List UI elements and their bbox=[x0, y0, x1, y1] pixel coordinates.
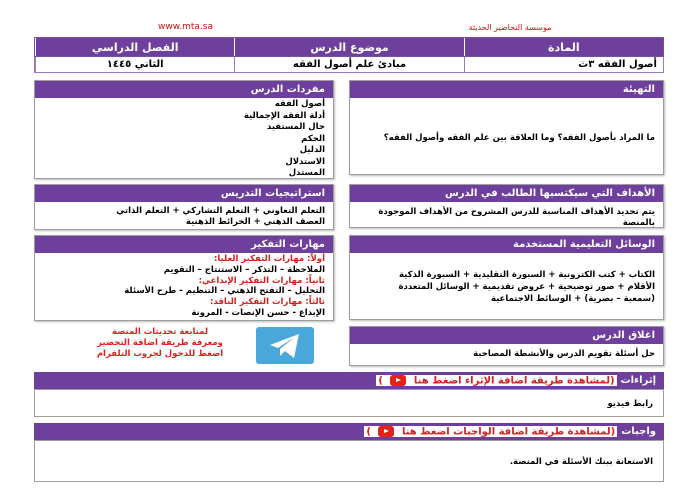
strategies-line: العصف الذهني + الخرائط الذهنية bbox=[185, 217, 325, 227]
strategies-box bbox=[34, 184, 334, 230]
enrichment-link-end: ) bbox=[378, 375, 383, 387]
aids-content bbox=[350, 253, 663, 308]
objectives-box bbox=[349, 184, 664, 228]
topic-header: موضوع الدرس bbox=[234, 38, 463, 56]
header-values bbox=[34, 57, 664, 73]
homework-text: الاستعانة ببنك الأسئلة في المنصة. bbox=[509, 457, 653, 467]
youtube-icon bbox=[378, 426, 394, 437]
telegram-line: ومعرفة طريقة اضافة التحضير bbox=[97, 338, 223, 348]
subject-header: المادة bbox=[464, 38, 663, 56]
thinking-line: الملاحظة – التذكر – الاستنتاج – التقويم bbox=[163, 264, 325, 275]
aids-box bbox=[349, 235, 664, 320]
strategies-line: التعلم التعاوني + التعلم التشاركي + التعلم الذاتي bbox=[116, 206, 325, 216]
vocab-item: أدلة الفقه الإجمالية bbox=[243, 110, 325, 121]
objectives-text: يتم تحديد الأهداف المناسبة للدرس المشروح من الأهداف الموجودة بالمنصة bbox=[378, 207, 655, 228]
aids-title: الوسائل التعليمية المستخدمة bbox=[350, 236, 663, 253]
vocab-item: المستدل bbox=[288, 168, 325, 178]
enrichment-title: إثراءات bbox=[620, 375, 656, 386]
vocab-title: مفردات الدرس bbox=[35, 81, 333, 98]
vocab-item: الدليل bbox=[299, 145, 325, 155]
homework-body bbox=[34, 440, 664, 482]
enrichment-link[interactable] bbox=[376, 375, 616, 387]
telegram-button[interactable] bbox=[256, 327, 314, 364]
homework-title: واجبات bbox=[621, 426, 656, 437]
topic-value: مبادئ علم أصول الفقه bbox=[234, 57, 463, 72]
telegram-line: لمتابعة تحديثات المنصة bbox=[111, 327, 209, 337]
vocab-item: حال المستفيد bbox=[266, 122, 325, 132]
strategies-title: استراتيجيات التدريس bbox=[35, 185, 333, 202]
enrichment-bar bbox=[34, 372, 664, 389]
semester-value: الثاني ١٤٤٥ bbox=[35, 57, 234, 72]
aids-line: الكتاب + كتب الكترونية + السبورة التقليدية + السبورة الذكية bbox=[399, 270, 655, 280]
intro-box bbox=[349, 80, 664, 175]
telegram-line: اضغط للدخول لجروب التلقرام bbox=[96, 349, 224, 359]
aids-line: الأقلام + صور توضيحية + عروض تقديمية + الوسائل المتعددة bbox=[398, 282, 655, 292]
thinking-box bbox=[34, 235, 334, 321]
homework-link-end: ) bbox=[366, 426, 371, 438]
intro-title: التهيئة bbox=[350, 81, 663, 98]
aids-line: (سمعية – بصرية) + الوسائط الاجتماعية bbox=[490, 294, 655, 304]
website-url[interactable]: www.mta.sa bbox=[158, 22, 213, 32]
thinking-heading: ثالثاً: مهارات التفكير الناقد: bbox=[210, 297, 325, 308]
org-name: موسسة التحاضير الحديثة bbox=[468, 23, 552, 32]
thinking-content bbox=[35, 253, 333, 322]
closing-title: اغلاق الدرس bbox=[350, 327, 663, 344]
intro-text: ما المراد بأصول الفقه؟ وما العلاقة بين علم الفقه وأصول الفقه؟ bbox=[383, 133, 655, 143]
semester-header: الفصل الدراسي bbox=[35, 38, 234, 56]
strategies-content bbox=[35, 202, 333, 231]
vocab-item: الاستدلال bbox=[285, 156, 325, 167]
vocab-item: الحكم bbox=[301, 133, 325, 144]
objectives-title: الأهداف التي سيكتسبها الطالب في الدرس bbox=[350, 185, 663, 202]
vocab-item: أصول الفقه bbox=[274, 99, 325, 109]
enrichment-text[interactable]: رابط فيديو bbox=[607, 399, 653, 409]
youtube-icon bbox=[390, 375, 406, 386]
closing-box bbox=[349, 326, 664, 366]
vocab-list bbox=[35, 98, 333, 183]
thinking-heading: أولاً: مهارات التفكير العليا: bbox=[213, 254, 325, 264]
thinking-line: الإبداع - حسن الإنصات - المرونة bbox=[191, 307, 325, 318]
homework-link-text: (لمشاهدة طريقة اضافة الواجبات اضغط هنا bbox=[401, 426, 616, 438]
enrichment-body bbox=[34, 389, 664, 417]
telegram-icon bbox=[268, 332, 302, 360]
homework-link[interactable] bbox=[364, 426, 617, 438]
enrichment-link-text: (لمشاهدة طريقة اضافة الإثراء اضغط هنا bbox=[413, 375, 615, 387]
thinking-line: التحليل – التفتح الذهني – التنظيم - طرح الأسئلة bbox=[124, 286, 325, 297]
thinking-title: مهارات التفكير bbox=[35, 236, 333, 253]
thinking-heading: ثانياً: مهارات التفكير الإبداعي: bbox=[198, 275, 325, 286]
header-row bbox=[34, 37, 664, 57]
homework-bar bbox=[34, 423, 664, 440]
subject-value: أصول الفقه ٣ث bbox=[464, 57, 663, 72]
closing-text: حل أسئلة تقويم الدرس والأنشطة المصاحبة bbox=[473, 349, 655, 359]
telegram-text[interactable] bbox=[80, 327, 240, 360]
vocab-box bbox=[34, 80, 334, 179]
